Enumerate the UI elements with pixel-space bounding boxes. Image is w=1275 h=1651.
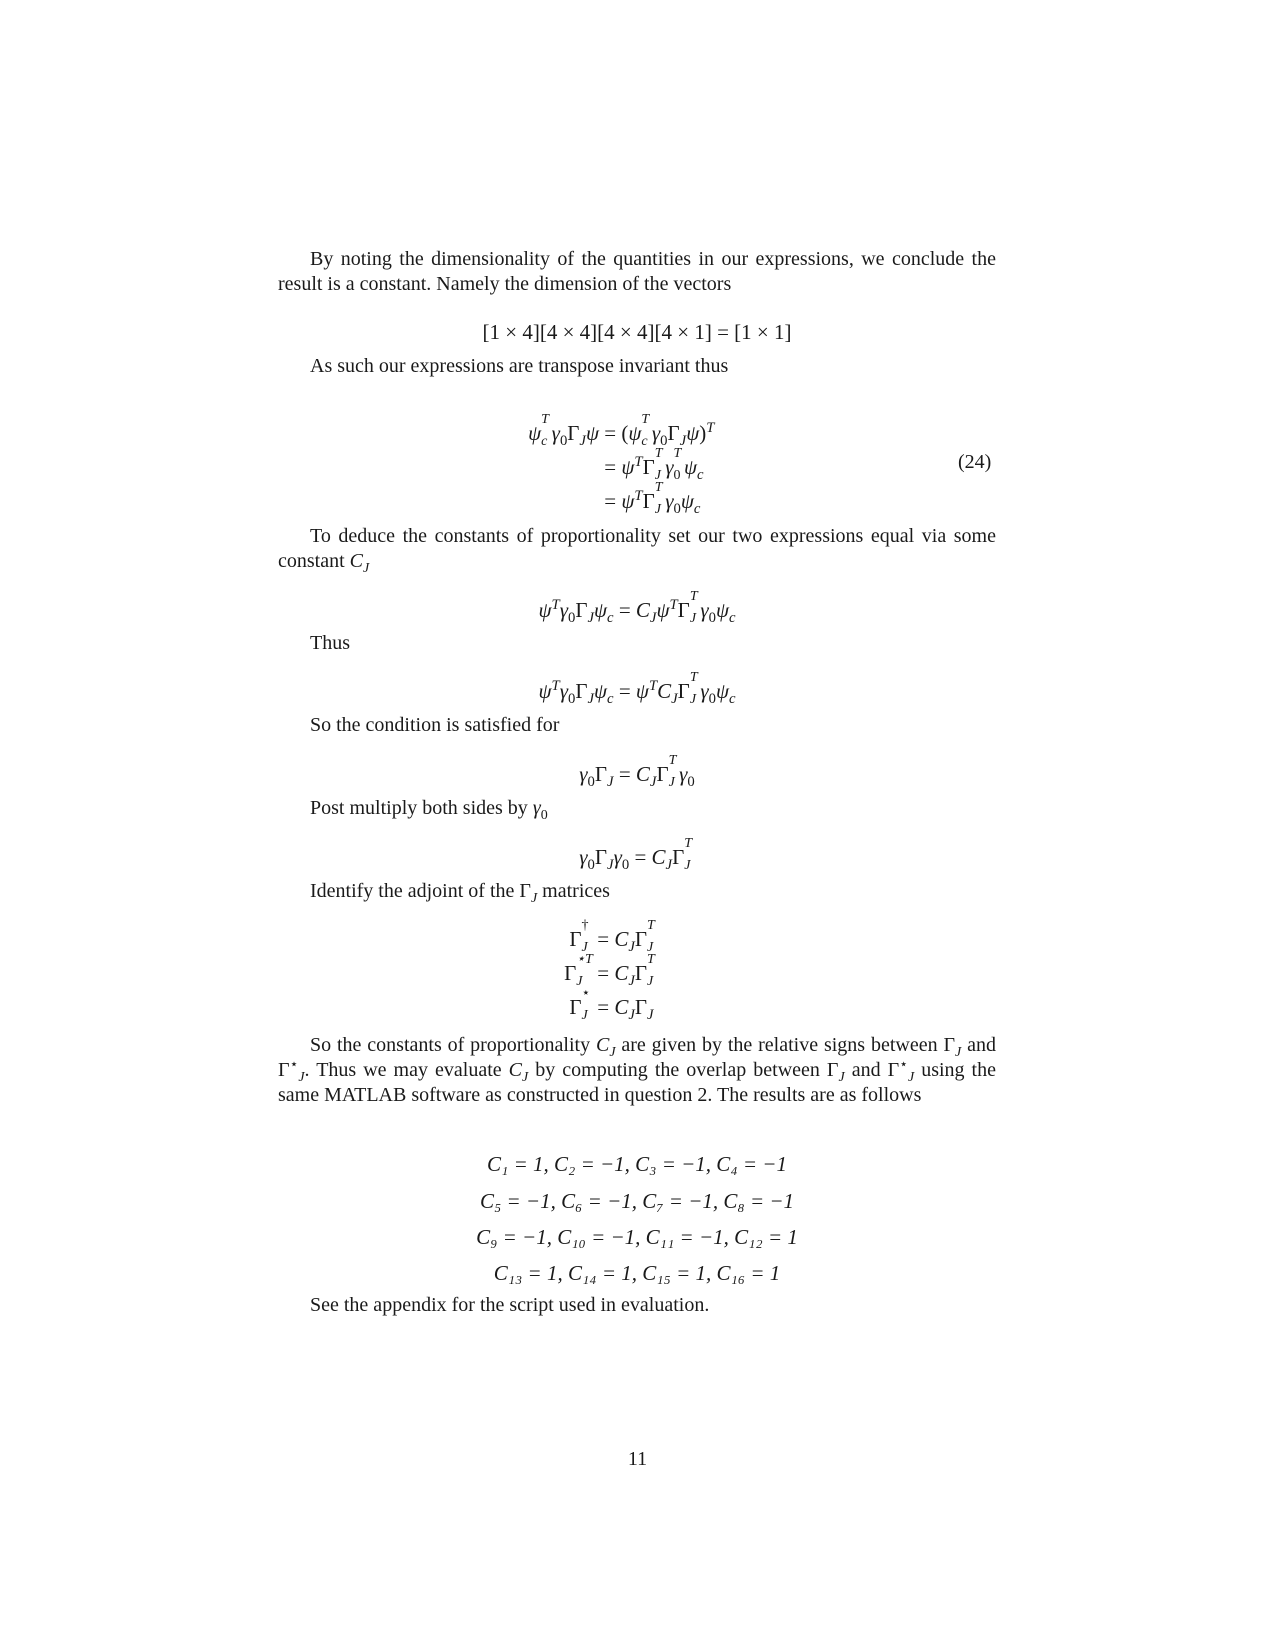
equation-dimensions: [1 × 4][4 × 4][4 × 4][4 × 1] = [1 × 1]	[482, 320, 792, 344]
adjoint-line-2: Γ ⋆T J = $C_J\Gamma$ T J	[564, 952, 655, 990]
paragraph-deduce-constants: To deduce the constants of proportionality set our two expressions equal via some constant $C_J$	[278, 525, 996, 576]
page-number: 11	[627, 1448, 648, 1470]
equation-24-line-2: = $\psi^T\Gamma$ T J γ T 0 $\psi_c$	[604, 446, 704, 484]
constants-row-3: C₉ = −1, C₁₀ = −1, C₁₁ = −1, C₁₂ = 1	[476, 1225, 798, 1249]
equation-24-line-3: = $\psi^T\Gamma$ T J $\gamma_0\psi_c$	[604, 480, 701, 518]
equation-adjoint-block	[548, 918, 658, 1024]
equation-24-block	[505, 412, 715, 518]
equation-condition: $\gamma_0\Gamma_J = C_J\Gamma$ T J $\gamma_0$	[579, 753, 695, 791]
paragraph-appendix: See the appendix for the script used in evaluation.	[310, 1294, 710, 1316]
paragraph-post-multiply: Post multiply both sides by $\gamma_0$	[310, 797, 548, 823]
adjoint-line-1: Γ † J = $C_J\Gamma$ T J	[569, 918, 655, 956]
constants-row-1: C₁ = 1, C₂ = −1, C₃ = −1, C₄ = −1	[487, 1152, 787, 1176]
paragraph-adjoint: Identify the adjoint of the $\Gamma_J$ matrices	[310, 880, 610, 906]
equation-thus: $\psi^T\gamma_0\Gamma_J\psi_c = \psi^TC_J\Gamma$ T J $\gamma_0\psi_c$	[538, 670, 736, 708]
constants-row-2: C₅ = −1, C₆ = −1, C₇ = −1, C₈ = −1	[479, 1189, 795, 1213]
paragraph-dimensionality: By noting the dimensionality of the quantities in our expressions, we conclude the result is a constant. Namely the dimension of the vectors	[278, 248, 996, 295]
equation-24-line-1: ψ T c $\gamma_0\Gamma_J\psi$ = (ψ T c $\gamma_0\Gamma_J\psi)^T$	[528, 412, 715, 450]
equation-proportionality: $\psi^T\gamma_0\Gamma_J\psi_c = C_J\psi^T\Gamma$ T J $\gamma_0\psi_c$	[538, 589, 736, 627]
paragraph-transpose-invariant: As such our expressions are transpose invariant thus	[310, 355, 729, 377]
paragraph-condition: So the condition is satisfied for	[310, 714, 560, 736]
constants-row-4: C₁₃ = 1, C₁₄ = 1, C₁₅ = 1, C₁₆ = 1	[493, 1261, 781, 1285]
equation-post-multiply: $\gamma_0\Gamma_J\gamma_0 = C_J\Gamma$ T J	[579, 836, 693, 874]
paragraph-thus: Thus	[310, 632, 350, 654]
paragraph-constants-of-proportionality: So the constants of proportionality $C_J$ are given by the relative signs between $\Gamma_J$ and $\Gamma^⋆_J$. Thus we may evaluate $C_J$ by computing the overlap between $\Gamma_J$ and $\Gamma^⋆_J$ using the same MATLAB software as constructed in question 2. The results are as follows	[278, 1034, 996, 1106]
equation-24-number: (24)	[958, 451, 992, 473]
adjoint-line-3: Γ ⋆ J = $C_J\Gamma_J$	[569, 986, 654, 1024]
